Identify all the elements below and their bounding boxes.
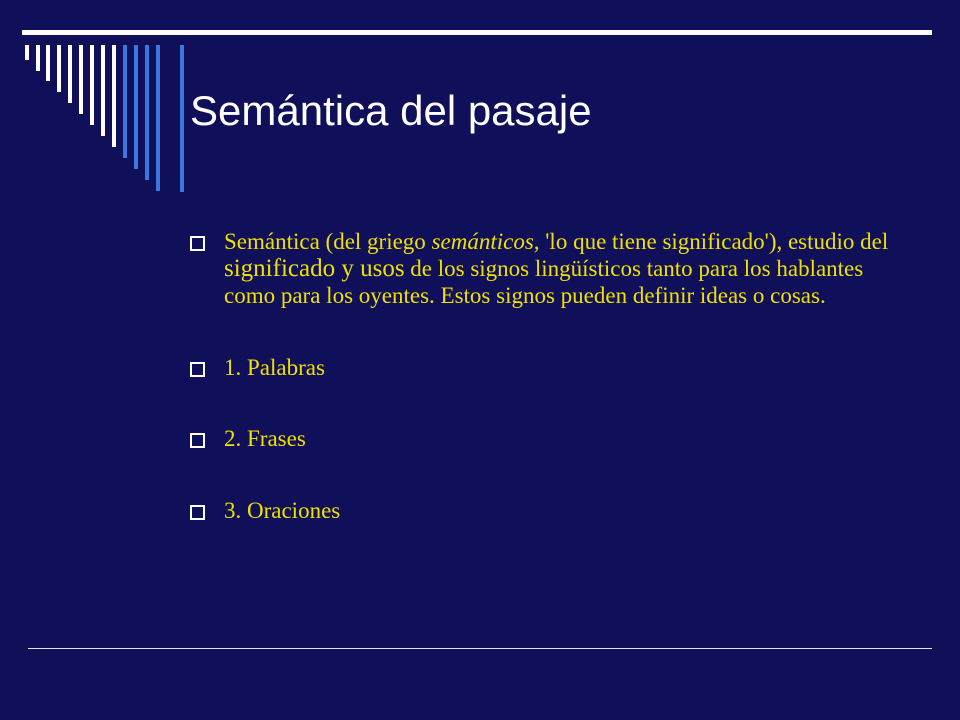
stripe bbox=[156, 45, 160, 191]
stripe bbox=[112, 45, 116, 147]
bullet-label: 2. Frases bbox=[224, 426, 306, 452]
stripe bbox=[46, 45, 50, 81]
stripe bbox=[25, 45, 29, 60]
slide-body bbox=[188, 229, 908, 524]
stripe bbox=[68, 45, 72, 103]
square-bullet-icon bbox=[190, 236, 205, 251]
stripe bbox=[36, 45, 40, 71]
stripe bbox=[134, 45, 138, 169]
definition-emphasis: significado y usos bbox=[224, 254, 405, 282]
stripe bbox=[90, 45, 94, 125]
definition-part1: Semántica (del griego bbox=[224, 229, 432, 254]
slide-title: Semántica del pasaje bbox=[190, 87, 592, 134]
stripe bbox=[57, 45, 61, 92]
stripe bbox=[123, 45, 127, 158]
stripe bbox=[79, 45, 83, 114]
bullet-label: 3. Oraciones bbox=[224, 498, 341, 523]
square-bullet-icon bbox=[190, 362, 205, 377]
decorative-stripes bbox=[0, 0, 200, 200]
bullet-item-palabras bbox=[188, 355, 908, 381]
bullet-item-oraciones bbox=[188, 498, 908, 524]
definition-italic: semánticos, bbox=[431, 229, 540, 254]
definition-part2: 'lo que tiene significado'), estudio del bbox=[539, 229, 889, 254]
bottom-rule bbox=[28, 648, 932, 649]
stripe bbox=[101, 45, 105, 136]
definition-part3: de los signos lingüísticos tanto para los hablantes como para los oyentes. Estos signos pueden definir ideas o cosas. bbox=[224, 255, 864, 308]
stripe bbox=[180, 45, 184, 192]
bullet-item-frases bbox=[188, 426, 908, 452]
square-bullet-icon bbox=[190, 433, 205, 448]
square-bullet-icon bbox=[190, 505, 205, 520]
stripe bbox=[145, 45, 149, 180]
bullet-label: 1. Palabras bbox=[224, 354, 325, 380]
bullet-item-definition bbox=[188, 229, 908, 309]
